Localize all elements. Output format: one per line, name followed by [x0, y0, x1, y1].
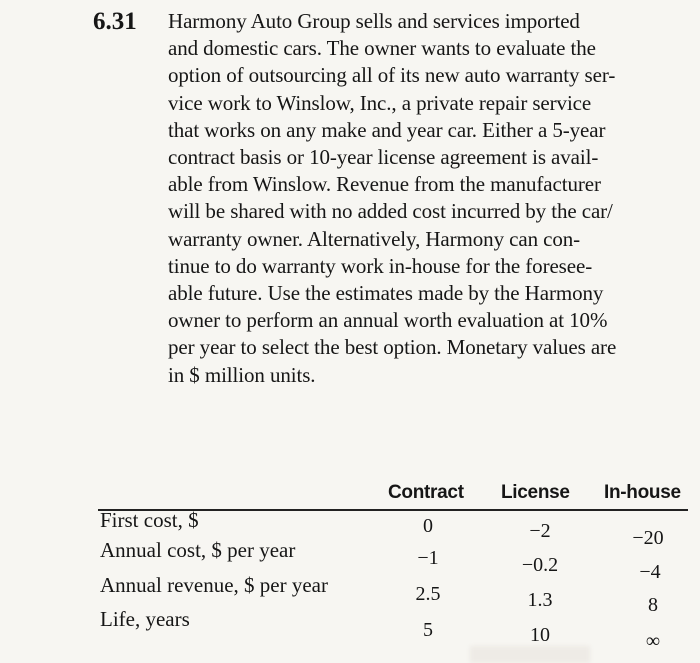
cell-contract-annual-cost: −1: [417, 547, 439, 569]
cell-license-annual-revenue: 1.3: [527, 589, 553, 611]
problem-line: contract basis or 10-year license agreement is avail-: [168, 145, 599, 170]
column-header-contract: Contract: [388, 482, 464, 503]
column-header-license: License: [501, 482, 570, 503]
problem-line: owner to perform an annual worth evaluation at 10%: [168, 308, 608, 333]
column-header-in-house: In-house: [604, 482, 681, 503]
cell-in-house-annual-revenue: 8: [648, 594, 658, 616]
cell-in-house-life: ∞: [645, 630, 661, 652]
problem-line: Harmony Auto Group sells and services imported: [168, 9, 580, 33]
problem-line: that works on any make and year car. Either a 5-year: [168, 117, 606, 142]
row-label-first-cost: First cost, $: [100, 508, 199, 532]
problem-line: and domestic cars. The owner wants to evaluate the: [168, 36, 596, 61]
cell-contract-first-cost: 0: [423, 515, 433, 537]
problem-line: able from Winslow. Revenue from the manufacturer: [168, 172, 601, 197]
cell-license-first-cost: −2: [529, 520, 551, 542]
problem-line: warranty owner. Alternatively, Harmony can con-: [168, 226, 581, 251]
row-label-life: Life, years: [100, 607, 190, 631]
cell-in-house-first-cost: −20: [632, 527, 664, 549]
row-label-annual-revenue: Annual revenue, $ per year: [100, 573, 328, 597]
cell-contract-annual-revenue: 2.5: [415, 583, 441, 605]
estimates-table: [98, 476, 688, 663]
faded-stamp: [470, 646, 590, 663]
problem-line: in $ million units.: [168, 362, 316, 387]
row-label-annual-cost: Annual cost, $ per year: [100, 538, 296, 562]
problem-line: tinue to do warranty work in-house for the foresee-: [168, 253, 593, 278]
cell-in-house-annual-cost: −4: [639, 561, 661, 583]
problem-number: 6.31: [93, 8, 137, 35]
problem-line: will be shared with no added cost incurred by the car/: [168, 199, 613, 224]
problem-line: vice work to Winslow, Inc., a private repair service: [168, 90, 592, 115]
problem-line: per year to select the best option. Monetary values are: [168, 335, 617, 360]
cell-license-life: 10: [530, 624, 550, 646]
problem-line: able future. Use the estimates made by the Harmony: [168, 281, 604, 306]
cell-contract-life: 5: [423, 619, 433, 641]
problem-statement: [168, 8, 682, 389]
problem-line: option of outsourcing all of its new auto warranty ser-: [168, 63, 616, 88]
cell-license-annual-cost: −0.2: [521, 554, 559, 576]
